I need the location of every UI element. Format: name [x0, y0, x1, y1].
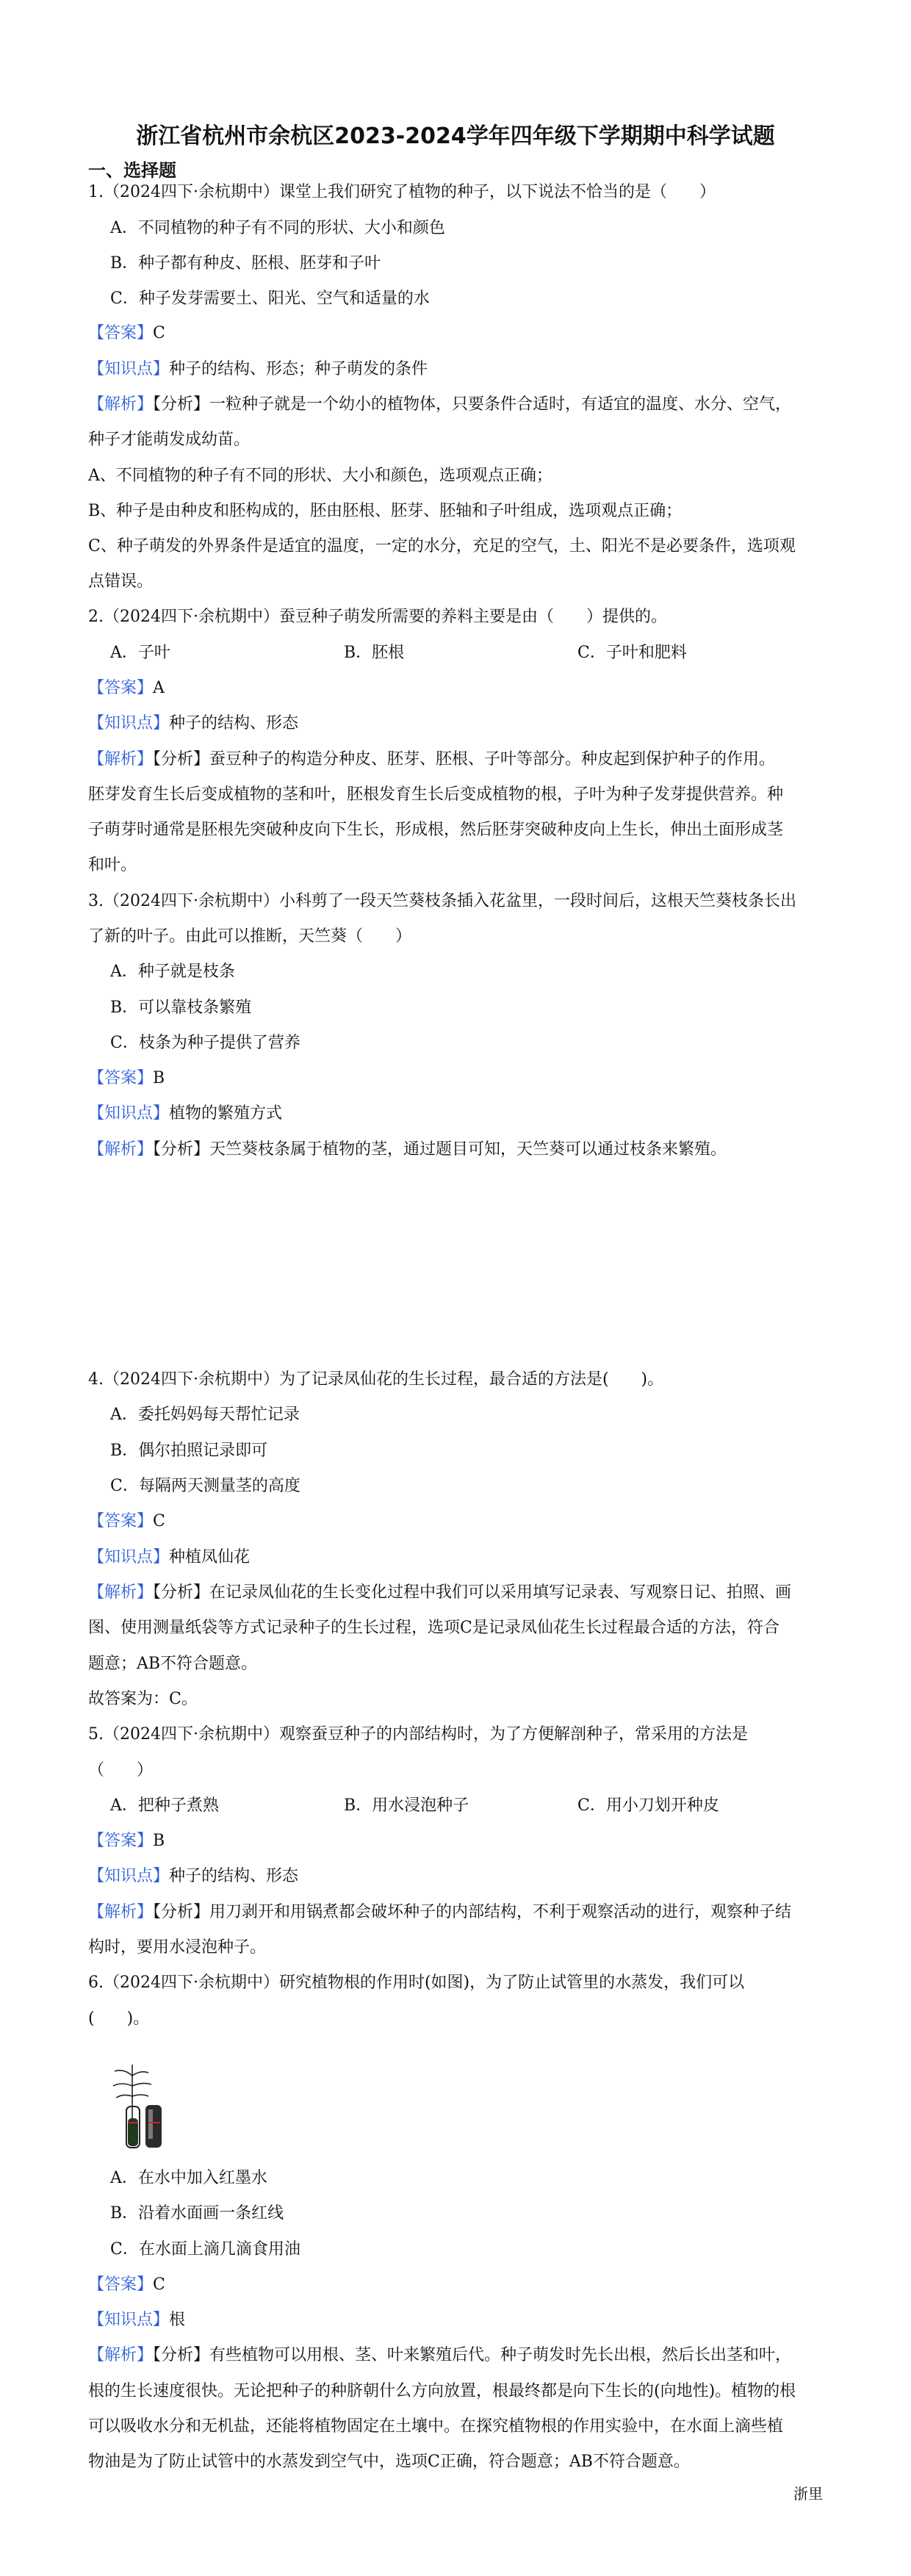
q5-analysis-line-1: 用刀剥开和用锅煮都会破坏种子的内部结构，不利于观察活动的进行，观察种子结: [209, 1903, 792, 1921]
q6-answer-row: [88, 2273, 823, 2297]
q1-extra-line-1: A、不同植物的种子有不同的形状、大小和颜色，选项观点正确；: [88, 467, 552, 485]
q4-conclusion: 故答案为：C。: [88, 1690, 198, 1708]
q1-answer: C: [153, 324, 165, 342]
q5-answer: B: [153, 1832, 165, 1850]
q4-stem: 4.（2024四下·余杭期中）为了记录凤仙花的生长过程，最合适的方法是( )。: [88, 1370, 664, 1389]
q2-analysis-row: [88, 748, 823, 771]
section-heading: 一、选择题: [88, 160, 176, 181]
knowledge-label: 【知识点】: [88, 1104, 170, 1123]
answer-label: 【答案】: [88, 324, 154, 342]
q1-option-c: C．种子发芽需要土、阳光、空气和适量的水: [110, 289, 430, 308]
q1-extra-line-3: C、种子萌发的外界条件是适宜的温度，一定的水分，充足的空气，土、阳光不是必要条件，选项观: [88, 537, 796, 555]
q1-knowledge-row: [88, 358, 823, 381]
q4-answer-row: [88, 1510, 823, 1533]
answer-label: 【答案】: [88, 679, 154, 697]
q6-answer: C: [153, 2275, 165, 2294]
q2-option-a: A．子叶: [110, 644, 170, 662]
fenxi-label: 【分析】: [153, 1140, 210, 1159]
q4-analysis-line-2: 图、使用测量纸袋等方式记录种子的生长过程，选项C是记录凤仙花生长过程最合适的方法，符合: [88, 1619, 779, 1637]
q3-analysis-row: [88, 1138, 823, 1162]
fenxi-label: 【分析】: [153, 395, 210, 414]
q1-analysis-line-2: 种子才能萌发成幼苗。: [88, 431, 251, 449]
analysis-label: 【解析】: [88, 1140, 154, 1159]
q5-knowledge: 种子的结构、形态: [169, 1867, 299, 1885]
knowledge-label: 【知识点】: [88, 1867, 170, 1885]
analysis-label: 【解析】: [88, 2346, 154, 2364]
q5-analysis-line-2: 构时，要用水浸泡种子。: [88, 1938, 267, 1957]
q3-knowledge-row: [88, 1102, 823, 1126]
q6-stem-line-2: ( )。: [88, 2010, 150, 2028]
q6-analysis-row: [88, 2344, 823, 2367]
q5-knowledge-row: [88, 1865, 823, 1888]
knowledge-label: 【知识点】: [88, 714, 170, 733]
q3-analysis: 天竺葵枝条属于植物的茎，通过题目可知，天竺葵可以通过枝条来繁殖。: [209, 1140, 727, 1159]
q1-option-a: A．不同植物的种子有不同的形状、大小和颜色: [110, 219, 445, 237]
q4-analysis-line-1: 在记录凤仙花的生长变化过程中我们可以采用填写记录表、写观察日记、拍照、画: [209, 1583, 792, 1602]
q4-analysis-row: [88, 1581, 823, 1605]
q1-option-b: B．种子都有种皮、胚根、胚芽和子叶: [110, 254, 381, 273]
q2-option-b: B．胚根: [344, 644, 405, 662]
q4-answer: C: [153, 1512, 165, 1530]
analysis-label: 【解析】: [88, 1903, 154, 1921]
q5-option-b: B．用水浸泡种子: [344, 1796, 469, 1815]
knowledge-label: 【知识点】: [88, 360, 170, 378]
q6-analysis-line-2: 根的生长速度很快。无论把种子的种脐朝什么方向放置，根最终都是向下生长的(向地性)。植物的根: [88, 2382, 796, 2400]
q1-extra-line-2: B、种子是由种皮和胚构成的，胚由胚根、胚芽、胚轴和子叶组成，选项观点正确；: [88, 502, 683, 520]
q5-analysis-row: [88, 1901, 823, 1924]
q2-option-c: C．子叶和肥料: [577, 644, 687, 662]
fenxi-label: 【分析】: [153, 1903, 210, 1921]
plant-test-tube-figure: [110, 2061, 184, 2153]
fenxi-label: 【分析】: [153, 750, 210, 769]
analysis-label: 【解析】: [88, 1583, 154, 1602]
q6-stem-line-1: 6.（2024四下·余杭期中）研究植物根的作用时(如图)，为了防止试管里的水蒸发，我们可以: [88, 1974, 745, 1992]
fenxi-label: 【分析】: [153, 1583, 210, 1602]
q5-stem-line-1: 5.（2024四下·余杭期中）观察蚕豆种子的内部结构时，为了方便解剖种子，常采用的方法是: [88, 1725, 748, 1744]
q1-answer-row: [88, 322, 823, 345]
q2-analysis-line-4: 和叶。: [88, 856, 137, 874]
q2-answer-row: [88, 677, 823, 700]
q4-option-c: C．每隔两天测量茎的高度: [110, 1477, 300, 1495]
answer-label: 【答案】: [88, 1832, 154, 1850]
q2-knowledge-row: [88, 712, 823, 735]
knowledge-label: 【知识点】: [88, 1548, 170, 1566]
q2-answer: A: [153, 679, 165, 697]
q2-analysis-line-3: 子萌芽时通常是胚根先突破种皮向下生长，形成根，然后胚芽突破种皮向上生长，伸出土面形成茎: [88, 821, 784, 839]
q2-stem: 2.（2024四下·余杭期中）蚕豆种子萌发所需要的养料主要是由（ ）提供的。: [88, 608, 667, 626]
q6-analysis-line-3: 可以吸收水分和无机盐，还能将植物固定在土壤中。在探究植物根的作用实验中，在水面上滴些植: [88, 2417, 784, 2436]
q4-knowledge: 种植凤仙花: [169, 1548, 251, 1566]
q2-analysis-line-2: 胚芽发育生长后变成植物的茎和叶，胚根发育生长后变成植物的根，子叶为种子发芽提供营养。种: [88, 785, 784, 804]
q5-option-a: A．把种子煮熟: [110, 1796, 219, 1815]
q5-stem-line-2: （ ）: [88, 1761, 154, 1780]
q6-option-c: C．在水面上滴几滴食用油: [110, 2240, 300, 2259]
analysis-label: 【解析】: [88, 750, 154, 769]
q4-analysis-line-3: 题意；AB不符合题意。: [88, 1655, 258, 1673]
q4-option-b: B．偶尔拍照记录即可: [110, 1442, 268, 1460]
knowledge-label: 【知识点】: [88, 2311, 170, 2329]
q2-analysis-line-1: 蚕豆种子的构造分种皮、胚芽、胚根、子叶等部分。种皮起到保护种子的作用。: [209, 750, 776, 769]
q6-option-b: B．沿着水面画一条红线: [110, 2204, 284, 2223]
q3-stem-line-2: 了新的叶子。由此可以推断，天竺葵（ ）: [88, 927, 412, 946]
q6-option-a: A．在水中加入红墨水: [110, 2169, 267, 2187]
q4-knowledge-row: [88, 1546, 823, 1569]
analysis-label: 【解析】: [88, 395, 154, 414]
answer-label: 【答案】: [88, 1512, 154, 1530]
q4-option-a: A．委托妈妈每天帮忙记录: [110, 1406, 300, 1424]
q3-stem-line-1: 3.（2024四下·余杭期中）小科剪了一段天竺葵枝条插入花盆里，一段时间后，这根天竺葵枝条长出: [88, 892, 796, 910]
q1-analysis-row: [88, 393, 823, 417]
answer-label: 【答案】: [88, 1069, 154, 1087]
q6-analysis-line-1: 有些植物可以用根、茎、叶来繁殖后代。种子萌发时先长出根，然后长出茎和叶，: [209, 2346, 792, 2364]
q3-answer: B: [153, 1069, 165, 1087]
q3-option-b: B．可以靠枝条繁殖: [110, 999, 252, 1017]
q3-answer-row: [88, 1067, 823, 1090]
q2-knowledge: 种子的结构、形态: [169, 714, 299, 733]
q5-option-c: C．用小刀划开种皮: [577, 1796, 719, 1815]
q6-analysis-line-4: 物油是为了防止试管中的水蒸发到空气中，选项C正确，符合题意；AB不符合题意。: [88, 2453, 690, 2471]
q3-option-a: A．种子就是枝条: [110, 963, 235, 981]
page-title: 浙江省杭州市余杭区2023-2024学年四年级下学期期中科学试题: [136, 123, 775, 149]
answer-label: 【答案】: [88, 2275, 154, 2294]
q3-option-c: C．枝条为种子提供了营养: [110, 1034, 300, 1052]
q1-stem: 1.（2024四下·余杭期中）课堂上我们研究了植物的种子，以下说法不恰当的是（ ）: [88, 183, 716, 201]
q6-knowledge-row: [88, 2309, 823, 2332]
q1-analysis-line-1: 一粒种子就是一个幼小的植物体，只要条件合适时，有适宜的温度、水分、空气，: [209, 395, 792, 414]
q1-knowledge: 种子的结构、形态；种子萌发的条件: [169, 360, 428, 378]
page-footer: 浙里: [793, 2485, 823, 2503]
q1-extra-line-4: 点错误。: [88, 572, 154, 591]
q6-knowledge: 根: [169, 2311, 186, 2329]
q3-knowledge: 植物的繁殖方式: [169, 1104, 283, 1123]
fenxi-label: 【分析】: [153, 2346, 210, 2364]
q5-answer-row: [88, 1830, 823, 1853]
